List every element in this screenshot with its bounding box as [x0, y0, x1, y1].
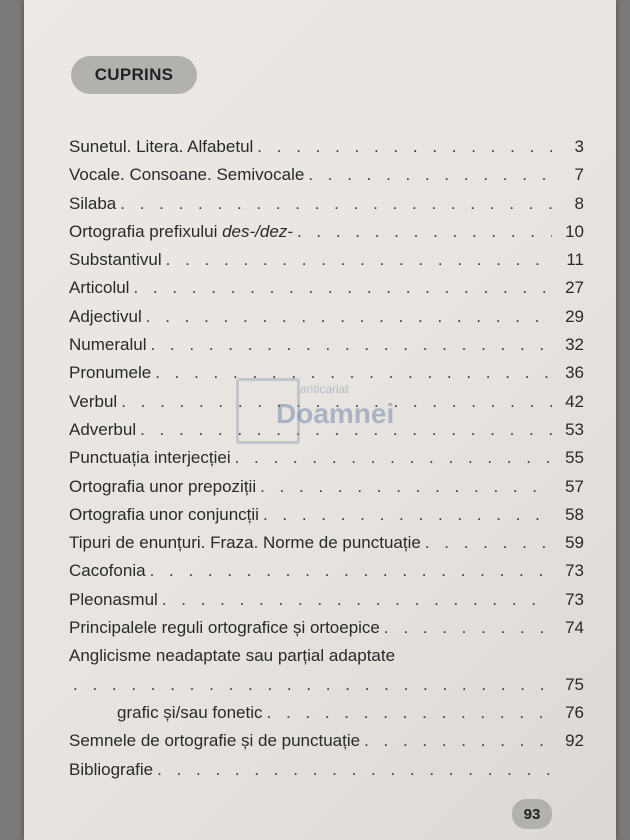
toc-title: Adjectivul [69, 306, 142, 326]
toc-page-number: 27 [565, 278, 584, 298]
toc-page-number: 73 [565, 561, 584, 581]
toc-row [69, 222, 584, 250]
toc-page-number: 32 [565, 335, 584, 355]
dot-leader [260, 477, 552, 497]
toc-title: Sunetul. Litera. Alfabetul [69, 137, 254, 156]
dot-leader [364, 731, 552, 751]
toc-row [69, 646, 584, 674]
dot-leader [166, 250, 552, 270]
toc-title: Anglicisme neadaptate sau parțial adaptate [69, 646, 396, 666]
toc-title: Vocale. Consoane. Semivocale [69, 165, 305, 185]
dot-leader [150, 335, 552, 355]
toc-row [69, 363, 584, 391]
toc-row [69, 420, 584, 448]
toc-title: Articolul [69, 278, 130, 298]
toc-title-italic: des-/dez- [222, 221, 293, 241]
dot-leader [263, 505, 552, 525]
toc-row [69, 250, 584, 278]
toc-page-number: 59 [565, 533, 584, 553]
toc-title-prefix: Ortografia prefixului [69, 221, 223, 241]
dot-leader [308, 165, 552, 185]
dot-leader [121, 392, 552, 412]
toc-page-number: 11 [566, 250, 584, 270]
toc-row [69, 307, 584, 335]
toc-page-number: 53 [565, 419, 584, 439]
dot-leader [73, 675, 552, 695]
dot-leader [257, 137, 552, 157]
dot-leader [267, 703, 552, 723]
toc-page-number: 36 [565, 363, 584, 383]
dot-leader [133, 278, 552, 298]
toc-title: Bibliografie [69, 759, 154, 779]
dot-leader [425, 533, 552, 553]
toc-title [69, 222, 293, 242]
toc-page-number: 8 [574, 193, 584, 213]
watermark-small-text: anticariat [300, 382, 349, 396]
toc-row [69, 731, 584, 759]
toc-page-number: 3 [574, 137, 584, 156]
toc-page-number: 29 [565, 306, 584, 326]
toc-row [69, 448, 584, 476]
toc-page-number: 92 [565, 731, 584, 751]
toc-page-number: 58 [565, 504, 584, 524]
toc-row [69, 165, 584, 193]
toc-title: Ortografia unor conjuncții [69, 504, 259, 524]
toc-title: Pronumele [69, 363, 152, 383]
toc-row [69, 533, 584, 561]
toc-title: Semnele de ortografie și de punctuație [69, 731, 361, 751]
toc-row [69, 561, 584, 589]
dot-leader [146, 307, 552, 327]
book-page [24, 0, 616, 840]
table-of-contents [69, 137, 584, 788]
toc-title: Tipuri de enunțuri. Fraza. Norme de punctuație [69, 533, 421, 553]
toc-row [69, 505, 584, 533]
dot-leader [140, 420, 552, 440]
toc-title: Principalele reguli ortografice și ortoepice [69, 618, 380, 638]
toc-row [69, 137, 584, 165]
toc-title: grafic și/sau fonetic [117, 702, 263, 722]
toc-title: Pleonasmul [69, 589, 158, 609]
toc-row [69, 335, 584, 363]
dot-leader [150, 561, 552, 581]
toc-title: Ortografia unor prepoziții [69, 476, 257, 496]
toc-page-number: 55 [565, 448, 584, 468]
toc-row [69, 477, 584, 505]
dot-leader [235, 448, 552, 468]
toc-title: Cacofonia [69, 561, 146, 581]
page-number-badge: 93 [512, 799, 552, 829]
page-title: CUPRINS [71, 56, 197, 94]
toc-row [69, 618, 584, 646]
dot-leader [157, 760, 552, 780]
toc-page-number: 57 [565, 476, 584, 496]
toc-page-number: 7 [574, 165, 584, 185]
toc-row [69, 675, 584, 703]
toc-title: Punctuația interjecției [69, 448, 231, 468]
toc-title: Verbul [69, 391, 118, 411]
dot-leader [120, 194, 552, 214]
dot-leader [384, 618, 552, 638]
toc-row [69, 760, 584, 788]
watermark-brand-text: Doamnei [276, 398, 395, 429]
toc-page-number: 76 [565, 702, 584, 722]
toc-page-number: 75 [565, 674, 584, 694]
toc-page-number: 74 [565, 618, 584, 638]
dot-leader [162, 590, 552, 610]
toc-title: Silaba [69, 193, 117, 213]
toc-title: Substantivul [69, 250, 162, 270]
dot-leader [297, 222, 552, 242]
toc-title: Numeralul [69, 335, 147, 355]
toc-row [69, 194, 584, 222]
toc-page-number: 42 [565, 391, 584, 411]
toc-page-number: 10 [565, 221, 584, 241]
toc-page-number: 73 [565, 589, 584, 609]
dot-leader [155, 363, 552, 383]
toc-row [69, 703, 584, 731]
toc-title: Adverbul [69, 419, 137, 439]
toc-row [69, 590, 584, 618]
toc-row [69, 278, 584, 306]
toc-row [69, 392, 584, 420]
